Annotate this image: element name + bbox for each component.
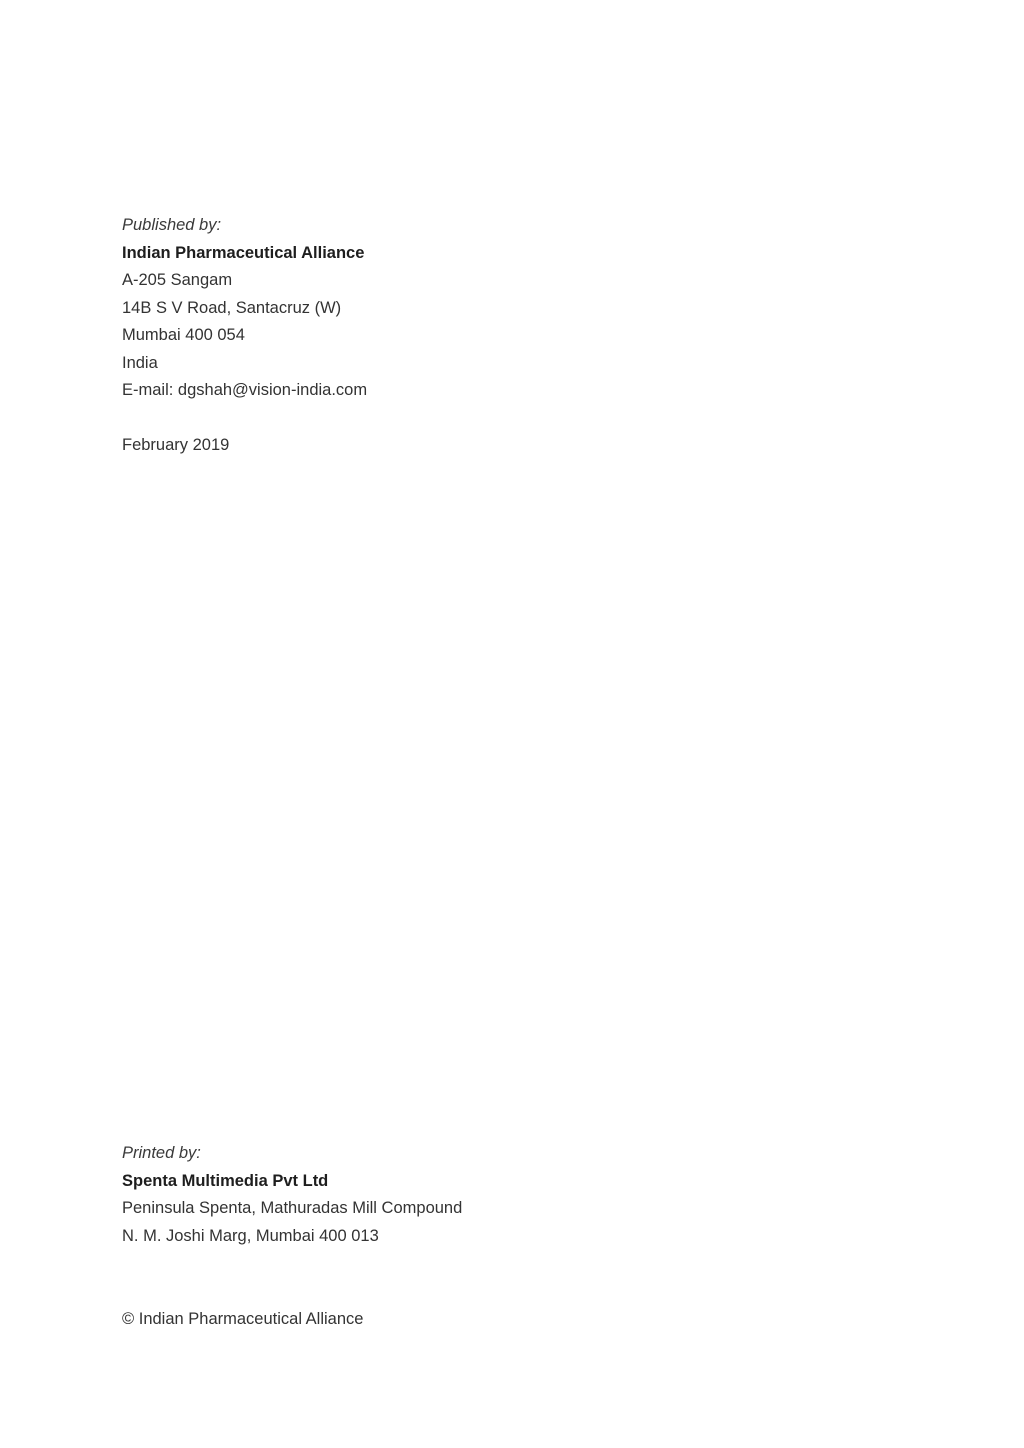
publisher-section [122, 212, 822, 405]
printer-address-line: N. M. Joshi Marg, Mumbai 400 013 [122, 1226, 379, 1245]
publisher-name: Indian Pharmaceutical Alliance [122, 243, 365, 262]
printer-address-line: Peninsula Spenta, Mathuradas Mill Compound [122, 1199, 463, 1217]
publisher-email: E-mail: dgshah@vision-india.com [122, 381, 368, 399]
publisher-country: India [122, 353, 158, 372]
printer-name: Spenta Multimedia Pvt Ltd [122, 1171, 329, 1190]
printer-section [122, 1140, 822, 1250]
published-by-label: Published by: [122, 216, 222, 234]
printed-by-label: Printed by: [122, 1144, 201, 1162]
copyright-notice: © Indian Pharmaceutical Alliance [122, 1310, 364, 1328]
publisher-address-line: Mumbai 400 054 [122, 326, 245, 344]
publication-date: February 2019 [122, 436, 230, 454]
publisher-address-line: 14B S V Road, Santacruz (W) [122, 298, 342, 317]
publisher-address-line: A-205 Sangam [122, 271, 233, 289]
